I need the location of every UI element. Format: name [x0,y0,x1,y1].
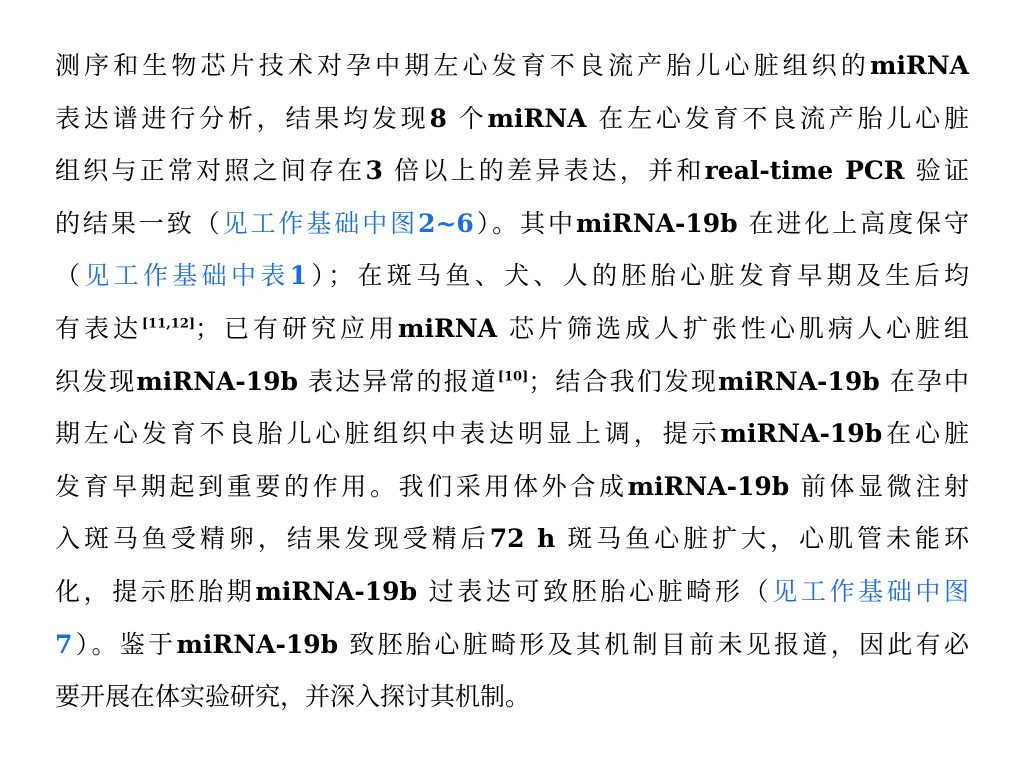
text-segment: 测序和生物芯片技术对孕中期左心发育不良流产胎儿心脏组织的 [55,51,871,80]
citation-superscript: [11,12] [142,316,196,332]
text-segment: miRNA [870,51,969,80]
text-segment: 验证 [904,156,969,186]
figure-reference-link[interactable]: 2~6 [418,208,474,238]
text-line [55,93,969,146]
text-segment: miRNA [398,313,498,343]
text-segment: 在心脏 [882,419,969,449]
text-segment: miRNA-19b [176,629,339,659]
text-segment: miRNA-19b [627,471,790,501]
figure-reference-link[interactable]: 7 [55,629,73,659]
text-segment: 化，提示胚胎期 [55,576,256,606]
text-segment: 芯片筛选成人扩张性心肌病人心脏组 [497,313,969,343]
text-line [55,671,969,724]
text-segment: 72 h [489,524,556,554]
text-segment: 组织与正常对照之间存在 [55,156,366,186]
text-line [55,250,969,303]
text-segment: 在左心发育不良流产胎儿心脏 [586,103,969,133]
figure-reference-link[interactable]: 1 [289,261,308,291]
text-segment: 有表达 [55,313,143,343]
text-segment: real-time PCR [704,156,905,186]
text-line [55,513,969,566]
text-line [55,145,969,198]
text-segment: ）。鉴于 [72,629,177,659]
text-line [55,619,969,672]
text-segment: 要开展在体实验研究，并深入探讨其机制。 [55,682,531,712]
text-segment: miRNA [487,103,587,133]
text-line [55,566,969,619]
text-segment: 致胚胎心脏畸形及其机制目前未见报道，因此有必 [338,629,969,659]
text-line [55,408,969,461]
text-segment: 在进化上高度保守 [737,208,969,238]
text-line [55,356,969,409]
text-segment: miRNA-19b [136,366,298,396]
text-segment: 倍以上的差异表达，并和 [382,156,705,186]
figure-reference-link[interactable]: 见工作基础中表 [84,261,290,291]
text-segment: 表达谱进行分析，结果均发现 [55,103,430,133]
text-segment: ；已有研究应用 [195,313,399,343]
text-segment: 织发现 [55,366,137,396]
text-line [55,198,969,251]
figure-reference-link[interactable]: 见工作基础中图 [772,576,969,606]
text-line [55,40,969,93]
citation-superscript: [10] [497,368,529,384]
text-segment: 过表达可致胚胎心脏畸形（ [417,576,773,606]
text-line [55,461,969,514]
text-segment: miRNA-19b [575,208,738,238]
text-segment: 3 [365,156,383,186]
text-segment: ）；在斑马鱼、犬、人的胚胎心脏发育早期及生后均 [307,261,969,291]
text-segment: 的结果一致（ [55,208,223,238]
text-segment: 8 [429,103,447,133]
text-segment: miRNA-19b [255,576,418,606]
text-segment: 前体显微注射 [789,471,969,501]
body-paragraph [55,40,969,724]
text-segment: 个 [446,103,488,133]
text-segment: ；结合我们发现 [528,366,719,396]
text-segment: miRNA-19b [720,419,883,449]
text-segment: ）。其中 [473,208,576,238]
text-line [55,303,969,356]
text-segment: 入斑马鱼受精卵，结果发现受精后 [55,524,490,554]
text-segment: 表达异常的报道 [297,366,498,396]
text-segment: 发育早期起到重要的作用。我们采用体外合成 [55,471,628,501]
text-segment: 斑马鱼心脏扩大，心肌管未能环 [555,524,969,554]
text-segment: miRNA-19b [718,366,880,396]
text-segment: 在孕中 [879,366,969,396]
text-segment: （ [55,261,85,291]
figure-reference-link[interactable]: 见工作基础中图 [222,208,419,238]
text-segment: 期左心发育不良胎儿心脏组织中表达明显上调，提示 [55,419,721,449]
